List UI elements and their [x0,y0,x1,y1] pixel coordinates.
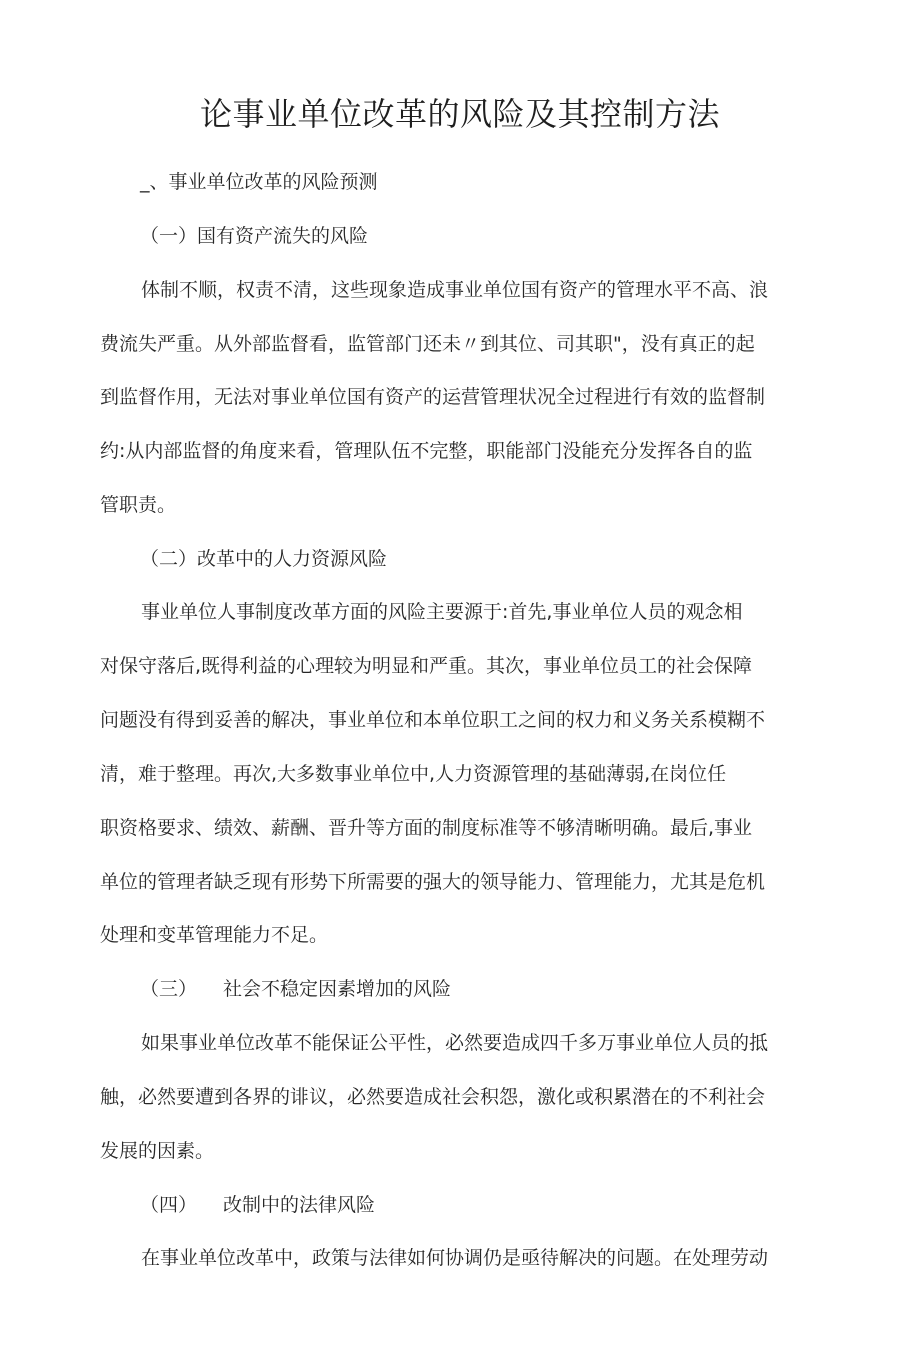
subsection-4-number: （四） [140,1194,198,1216]
subsection-3-number: （三） [140,978,198,1000]
paragraph-1-line-3: 到监督作用，无法对事业单位国有资产的运营管理状况全过程进行有效的监督制 [100,386,766,408]
paragraph-1-line-5: 管职责。 [100,494,177,516]
paragraph-4-line-1: 在事业单位改革中，政策与法律如何协调仍是亟待解决的问题。在处理劳动 [141,1247,769,1269]
subsection-heading-2: （二）改革中的人力资源风险 [140,548,388,570]
paragraph-2-line-7: 处理和变革管理能力不足。 [100,924,329,946]
paragraph-2-line-3: 问题没有得到妥善的解决，事业单位和本单位职工之间的权力和义务关系模糊不 [100,709,766,731]
paragraph-1-line-4: 约:从内部监督的角度来看，管理队伍不完整，职能部门没能充分发挥各自的监 [100,440,753,462]
paragraph-3-line-3: 发展的因素。 [100,1140,215,1162]
paragraph-3-line-2: 触，必然要遭到各界的诽议，必然要造成社会积怨，激化或积累潜在的不利社会 [100,1086,766,1108]
paragraph-2-line-5: 职资格要求、绩效、薪酬、晋升等方面的制度标准等不够清晰明确。最后,事业 [100,817,753,839]
paragraph-2-line-6: 单位的管理者缺乏现有形势下所需要的强大的领导能力、管理能力，尤其是危机 [100,871,766,893]
section-heading: _、事业单位改革的风险预测 [140,171,378,193]
subsection-heading-4 [140,1191,375,1219]
subsection-heading-1: （一）国有资产流失的风险 [140,225,369,247]
paragraph-2-line-2: 对保守落后,既得利益的心理较为明显和严重。其次，事业单位员工的社会保障 [100,655,753,677]
subsection-heading-3 [140,975,451,1003]
paragraph-2-line-4: 清，难于整理。再次,大多数事业单位中,人力资源管理的基础薄弱,在岗位任 [100,763,727,785]
paragraph-3-line-1: 如果事业单位改革不能保证公平性，必然要造成四千多万事业单位人员的抵 [141,1032,769,1054]
paragraph-1-line-1: 体制不顺，权责不清，这些现象造成事业单位国有资产的管理水平不高、浪 [141,279,769,301]
subsection-3-title: 社会不稳定因素增加的风险 [223,978,452,1000]
paragraph-2-line-1: 事业单位人事制度改革方面的风险主要源于:首先,事业单位人员的观念相 [141,601,743,623]
document-title: 论事业单位改革的风险及其控制方法 [199,95,720,133]
paragraph-1-line-2: 费流失严重。从外部监督看，监管部门还未〃到其位、司其职"，没有真正的起 [100,333,755,355]
subsection-4-title: 改制中的法律风险 [223,1194,376,1216]
